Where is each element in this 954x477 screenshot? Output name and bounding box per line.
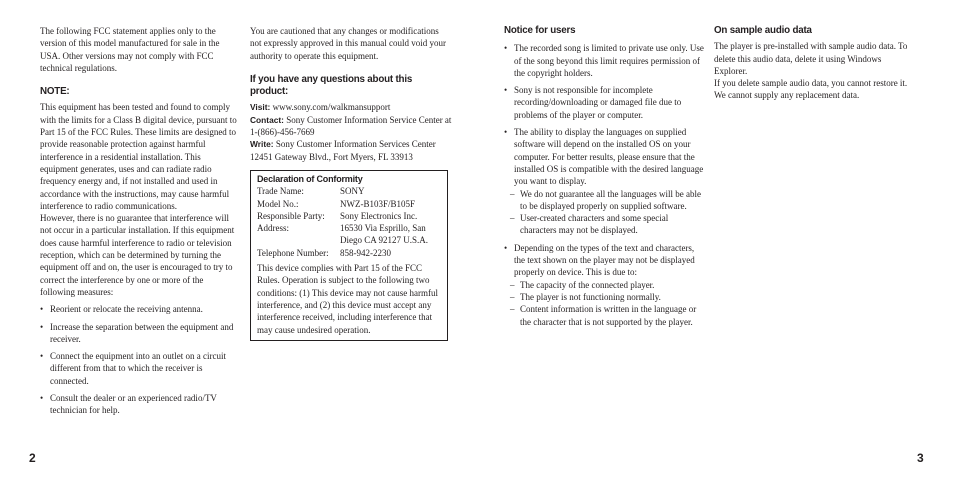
declaration-of-conformity-box <box>250 170 448 341</box>
write-value: Sony Customer Information Services Center 12451 Gateway Blvd., Fort Myers, FL 33913 <box>250 139 436 162</box>
caution-text: You are cautioned that any changes or modifications not expressly approved in this manual could void your authority to operate this equipment. <box>250 26 446 61</box>
sample-audio-column <box>714 25 916 102</box>
questions-heading: If you have any questions about this product: <box>250 73 413 98</box>
notice-heading: Notice for users <box>504 25 576 36</box>
visit-line <box>250 101 452 113</box>
notice-item: • Depending on the types of the text and characters, the text shown on the player may not be displayed properly on device. This is due to: <box>504 242 704 279</box>
page-number-right: 3 <box>917 451 924 465</box>
declaration-value: Sony Electronics Inc. <box>340 210 418 221</box>
sample-audio-heading: On sample audio data <box>714 25 812 36</box>
visit-label: Visit: <box>250 102 271 113</box>
measures-list <box>40 303 240 416</box>
declaration-key: Address: <box>257 223 289 234</box>
measure-item: • Increase the separation between the equipment and receiver. <box>40 321 240 346</box>
declaration-row <box>257 198 441 210</box>
declaration-heading: Declaration of Conformity <box>257 173 363 184</box>
fcc-intro: The following FCC statement applies only to the version of this model manufactured for sale in the USA. Other versions may not comply with FCC technical regulations. <box>40 26 220 73</box>
declaration-key: Model No.: <box>257 198 299 209</box>
declaration-row <box>257 185 441 197</box>
contact-line <box>250 114 452 139</box>
declaration-table <box>257 185 441 259</box>
declaration-key: Trade Name: <box>257 186 304 197</box>
notice-subitem: – The player is not functioning normally. <box>504 291 704 303</box>
declaration-key: Telephone Number: <box>257 247 329 258</box>
note-body-2: However, there is no guarantee that interference will not occur in a particular installation. If this equipment does cause harmful interference to radio or television reception, which can be determined by turning the equipment off and on, the user is encouraged to try to correct the interference by one or more of the following measures: <box>40 213 235 297</box>
declaration-value: SONY <box>340 186 365 197</box>
note-heading: NOTE: <box>40 86 70 98</box>
declaration-value: 858-942-2230 <box>340 247 391 258</box>
declaration-value: 16530 Via Esprillo, San Diego CA 92127 U.S.A. <box>340 223 429 246</box>
note-body-1: This equipment has been tested and found to comply with the limits for a Class B digital device, pursuant to Part 15 of the FCC Rules. These limits are designed to provide reasonable protection against harmful interference in a residential installation. This equipment generates, uses and can radiate radio frequency energy and, if not installed and used in accordance with the instructions, may cause harmful interference to radio communications. <box>40 102 237 211</box>
notice-item: • The recorded song is limited to private use only. Use of the song beyond this limit requires permission of the copyright holders. <box>504 42 704 79</box>
notice-subitem: – User-created characters and some special characters may not be displayed. <box>504 212 704 237</box>
write-line <box>250 138 452 163</box>
contact-value: Sony Customer Information Service Center at 1-(866)-456-7669 <box>250 114 452 138</box>
contact-column <box>250 25 452 341</box>
page-number-left: 2 <box>29 451 36 465</box>
declaration-key: Responsible Party: <box>257 210 325 221</box>
contact-label: Contact: <box>250 114 284 125</box>
fcc-statement-column <box>40 25 240 417</box>
notice-list <box>504 42 704 328</box>
notice-subitem: – Content information is written in the language or the character that is not supported by the player. <box>504 303 704 328</box>
notice-subitem: – The capacity of the connected player. <box>504 279 704 291</box>
notice-subitem: – We do not guarantee all the languages will be able to be displayed properly on supplied software. <box>504 188 704 213</box>
measure-item: • Connect the equipment into an outlet on a circuit different from that to which the receiver is connected. <box>40 350 240 387</box>
visit-url: www.sony.com/walkmansupport <box>272 102 391 113</box>
measure-item: • Reorient or relocate the receiving antenna. <box>40 303 240 315</box>
compliance-text: This device complies with Part 15 of the FCC Rules. Operation is subject to the following two conditions: (1) This device may not cause harmful interference, and (2) this device must accept any interference received, including interference that may cause undesired operation. <box>257 263 439 335</box>
write-label: Write: <box>250 139 274 150</box>
declaration-row <box>257 247 441 259</box>
notice-item: • The ability to display the languages on supplied software will depend on the installed OS on your computer. For better results, please ensure that the installed OS is compatible with the desired language you want to display. <box>504 126 704 187</box>
sample-audio-para-2: If you delete sample audio data, you cannot restore it. We cannot supply any replacement data. <box>714 78 908 101</box>
declaration-row <box>257 210 441 222</box>
notice-column <box>504 25 704 328</box>
sample-audio-para-1: The player is pre-installed with sample audio data. To delete this audio data, delete it using Windows Explorer. <box>714 41 908 76</box>
declaration-value: NWZ-B103F/B105F <box>340 198 416 209</box>
declaration-row <box>257 222 441 247</box>
notice-item: • Sony is not responsible for incomplete recording/downloading or damaged file due to problems of the player or computer. <box>504 84 704 121</box>
measure-item: • Consult the dealer or an experienced radio/TV technician for help. <box>40 392 240 417</box>
